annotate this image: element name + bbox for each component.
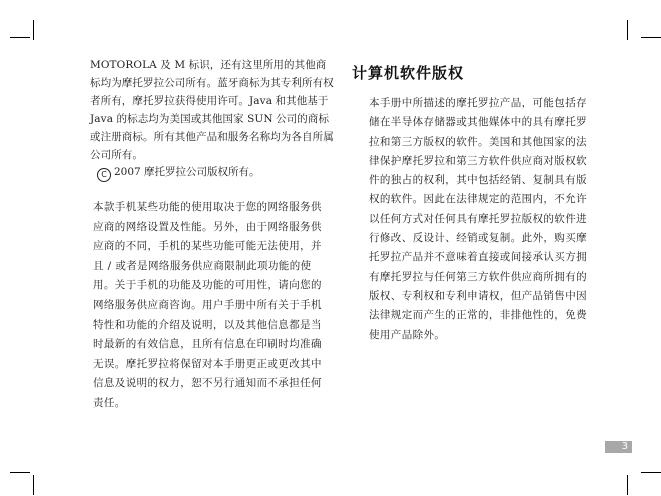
crop-mark-top-left-v [33, 20, 34, 40]
copyright-line [97, 164, 337, 182]
crop-mark-top-right-h [641, 37, 661, 38]
crop-mark-bottom-left-v [33, 475, 34, 495]
software-copyright-heading: 计算机软件版权 [352, 64, 465, 82]
crop-mark-bottom-right-h [641, 472, 661, 473]
crop-mark-top-right-v [627, 20, 628, 40]
trademark-paragraph: MOTOROLA 及 M 标识，还有这里所用的其他商标均为摩托罗拉公司所有。蓝牙商标为其专利所有权者所有，摩托罗拉获得使用许可。Java 和其他基于 Java 的标志均为美国或其他国家 SUN 公司的商标或注册商标。所有其他产品和服务名称均为各自所属公司所有。 [90, 59, 334, 161]
crop-mark-bottom-left-h [10, 472, 30, 473]
network-services-paragraph: 本款手机某些功能的使用取决于您的网络服务供应商的网络设置及性能。另外，由于网络服务供应商的不同，手机的某些功能可能无法使用，并且 / 或者是网络服务供应商限制此项功能的使用。关于手机的功能及功能的可用性，请向您的网络服务供应商咨询。用户手册中所有关于手机特性和功能的介绍及说明，以及其他信息都是当时最新的有效信息，且所有信息在印刷时均准确无误。摩托罗拉将保留对本手册更正或更改其中信息及说明的权力，恕不另行通知而不承担任何责任。 [93, 201, 322, 409]
page-number-badge: 3 [605, 441, 632, 453]
crop-mark-top-left-h [10, 37, 30, 38]
copyright-icon: C [97, 168, 111, 182]
crop-mark-bottom-right-v [627, 475, 628, 495]
copyright-text: 2007 摩托罗拉公司版权所有。 [114, 166, 260, 178]
software-copyright-paragraph: 本手册中所描述的摩托罗拉产品，可能包括存储在半导体存储器或其他媒体中的具有摩托罗拉和第三方版权的软件。美国和其他国家的法律保护摩托罗拉和第三方软件供应商对版权软件的独占的权利，其中包括经销、复制具有版权的软件。因此在法律规定的范围内，不允许以任何方式对任何具有摩托罗拉版权的软件进行修改、反设计、经销或复制。此外，购买摩托罗拉产品并不意味着直接或间接承认买方拥有摩托罗拉与任何第三方软件供应商所拥有的版权、专利权和专利申请权，但产品销售中因法律规定而产生的正常的，非排他性的，免费使用产品除外。 [369, 97, 587, 341]
